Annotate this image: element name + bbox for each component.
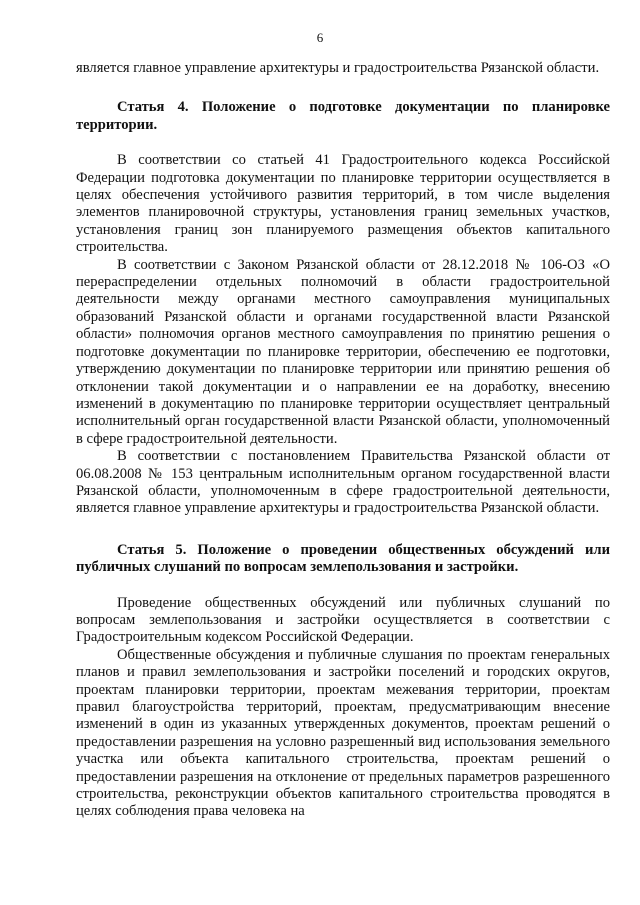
article-4-heading: Статья 4. Положение о подготовке документации по планировке территории.: [76, 99, 610, 133]
article-4-paragraph-3: В соответствии с постановлением Правительства Рязанской области от 06.08.2008 № 153 центральным исполнительным органом государственной власти Рязанской области, уполномоченным в сфере градостроительной деятельности, является главное управление архитектуры и градостроительства Рязанской области.: [76, 448, 610, 517]
article-4-paragraph-2: В соответствии с Законом Рязанской области от 28.12.2018 № 106-ОЗ «О перераспределении отдельных полномочий в области градостроительной деятельности между органами местного самоуправления муниципальных образований Рязанской области и органами государственной власти Рязанской области» полномочия органов местного самоуправления по принятию решения о подготовке документации по планировке территории, обеспечению ее подготовки, утверждению документации по планировке территории или принятию решения об отклонении такой документации и о направлении ее на доработку, внесению изменений в документацию по планировке территории осуществляет центральный исполнительный орган государственной власти Рязанской области, уполномоченный в сфере градостроительной деятельности.: [76, 256, 610, 447]
page-number: 6: [316, 30, 324, 45]
article-5-paragraph-1: Проведение общественных обсуждений или публичных слушаний по вопросам землепользования и застройки осуществляется в соответствии с Градостроительным кодексом Российской Федерации.: [76, 594, 610, 646]
document-body: [76, 60, 610, 821]
paragraph-continuation: является главное управление архитектуры и градостроительства Рязанской области.: [76, 60, 600, 76]
article-5-heading: Статья 5. Положение о проведении общественных обсуждений или публичных слушаний по вопросам землепользования и застройки.: [76, 541, 610, 576]
article-5-paragraph-2: Общественные обсуждения и публичные слушания по проектам генеральных планов и правил землепользования и застройки поселений и городских округов, проектам планировки территории, проектам межевания территории, проектам правил благоустройства территорий, проектам, предусматривающим внесение изменений в один из указанных утвержденных документов, проектам решений о предоставлении разрешения на условно разрешенный вид использования земельного участка или объекта капитального строительства, проектам решений о предоставлении разрешения на отклонение от предельных параметров разрешенного строительства, реконструкции объектов капитального строительства проводятся в целях соблюдения права человека на: [76, 646, 610, 820]
article-4-paragraph-1: В соответствии со статьей 41 Градостроительного кодекса Российской Федерации подготовка документации по планировке территории осуществляется в целях обеспечения устойчивого развития территорий, в том числе выделения элементов планировочной структуры, установления границ земельных участков, установления границ зон планируемого размещения объектов капитального строительства.: [76, 152, 610, 256]
